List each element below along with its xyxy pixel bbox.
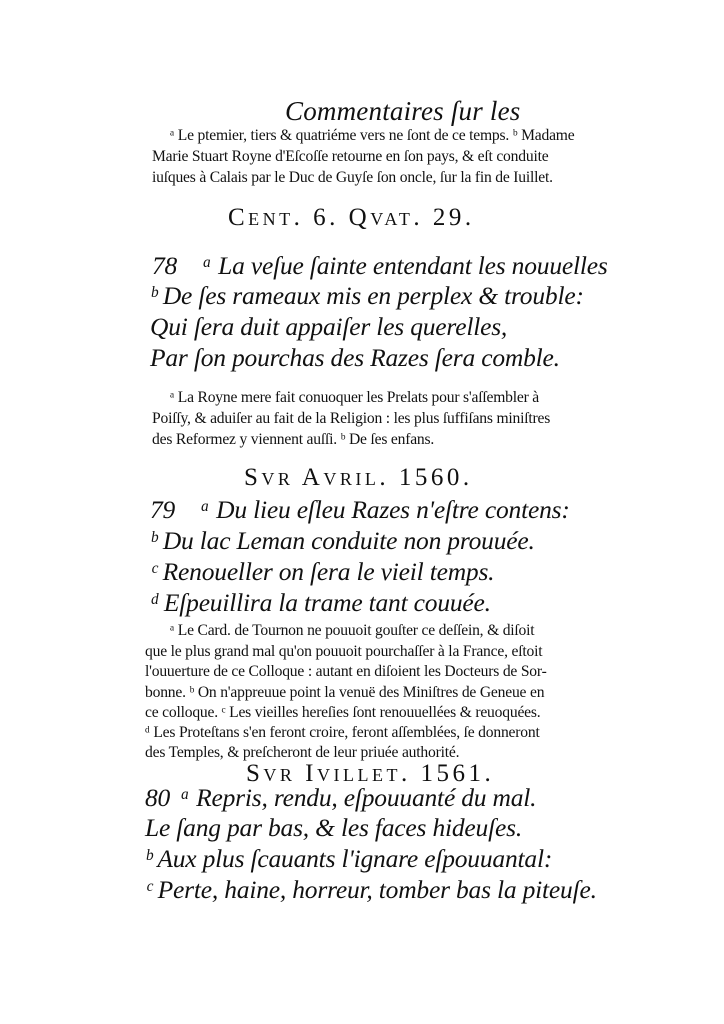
note-line: ce colloque. ᶜ Les vieilles hereſies ſont renouuellées & reuoquées. — [145, 704, 541, 721]
section-heading: Svr Avril. 1560. — [244, 464, 473, 491]
note-line: l'ouuerture de ce Colloque : autant en diſoient les Docteurs de Sor- — [145, 663, 547, 680]
note-line: Marie Stuart Royne d'Eſcoſſe retourne en ſon pays, & eſt conduite — [152, 148, 549, 165]
verse-line: Qui ſera duit appaiſer les querelles, — [150, 312, 508, 341]
verse-line: ᵃ Du lieu eſleu Razes n'eſtre contens: — [200, 495, 570, 524]
note-line: bonne. ᵇ On n'appreuue point la venuë des Miniſtres de Geneue en — [145, 684, 545, 701]
verse-line: ᵈ Eſpeuillira la trame tant couuée. — [150, 588, 491, 617]
note-line: iuſques à Calais par le Duc de Guyſe ſon oncle, ſur la fin de Iuillet. — [152, 169, 553, 186]
verse-line: ᵇ De ſes rameaux mis en perplex & trouble: — [150, 281, 584, 310]
verse-number-80: 80 — [145, 783, 171, 812]
verse-number-78: 78 — [152, 251, 178, 280]
note-line: ᵃ Le ptemier, tiers & quatriéme vers ne ſont de ce temps. ᵇ Madame — [170, 127, 575, 144]
verse-line: ᵇ Du lac Leman conduite non prouuée. — [150, 526, 535, 555]
note-line: des Temples, & preſcheront de leur priuée authorité. — [145, 744, 460, 761]
verse-number-79: 79 — [150, 495, 176, 524]
verse-line: ᶜ Perte, haine, horreur, tomber bas la piteuſe. — [145, 875, 597, 904]
note-line: que le plus grand mal qu'on pouuoit pourchaſſer à la France, eſtoit — [145, 643, 543, 660]
verse-line: ᵃ Repris, rendu, eſpouuanté du mal. — [180, 783, 537, 812]
verse-line: ᶜ Renoueller on ſera le vieil temps. — [150, 557, 495, 586]
running-head: Commentaires ſur les — [285, 96, 521, 126]
verse-line: ᵇ Aux plus ſcauants l'ignare eſpouuantal: — [145, 844, 553, 873]
verse-line: ᵃ La veſue ſainte entendant les nouuelles — [202, 251, 608, 280]
note-line: ᵃ La Royne mere fait conuoquer les Prelats pour s'aſſembler à — [170, 389, 539, 406]
note-line: Poiſſy, & aduiſer au fait de la Religion : les plus ſuffiſans miniſtres — [152, 410, 551, 427]
note-line: des Reformez y viennent auſſi. ᵇ De ſes enfans. — [152, 431, 435, 448]
verse-line: Le ſang par bas, & les faces hideuſes. — [145, 813, 522, 842]
note-line: ᵃ Le Card. de Tournon ne pouuoit gouſter ce deſſein, & diſoit — [170, 622, 535, 639]
section-heading: Svr Ivillet. 1561. — [246, 760, 495, 787]
note-line: ᵈ Les Proteſtans s'en feront croire, feront aſſemblées, ſe donneront — [145, 724, 540, 741]
verse-line: Par ſon pourchas des Razes ſera comble. — [150, 343, 560, 372]
section-heading: Cent. 6. Qvat. 29. — [228, 204, 475, 231]
